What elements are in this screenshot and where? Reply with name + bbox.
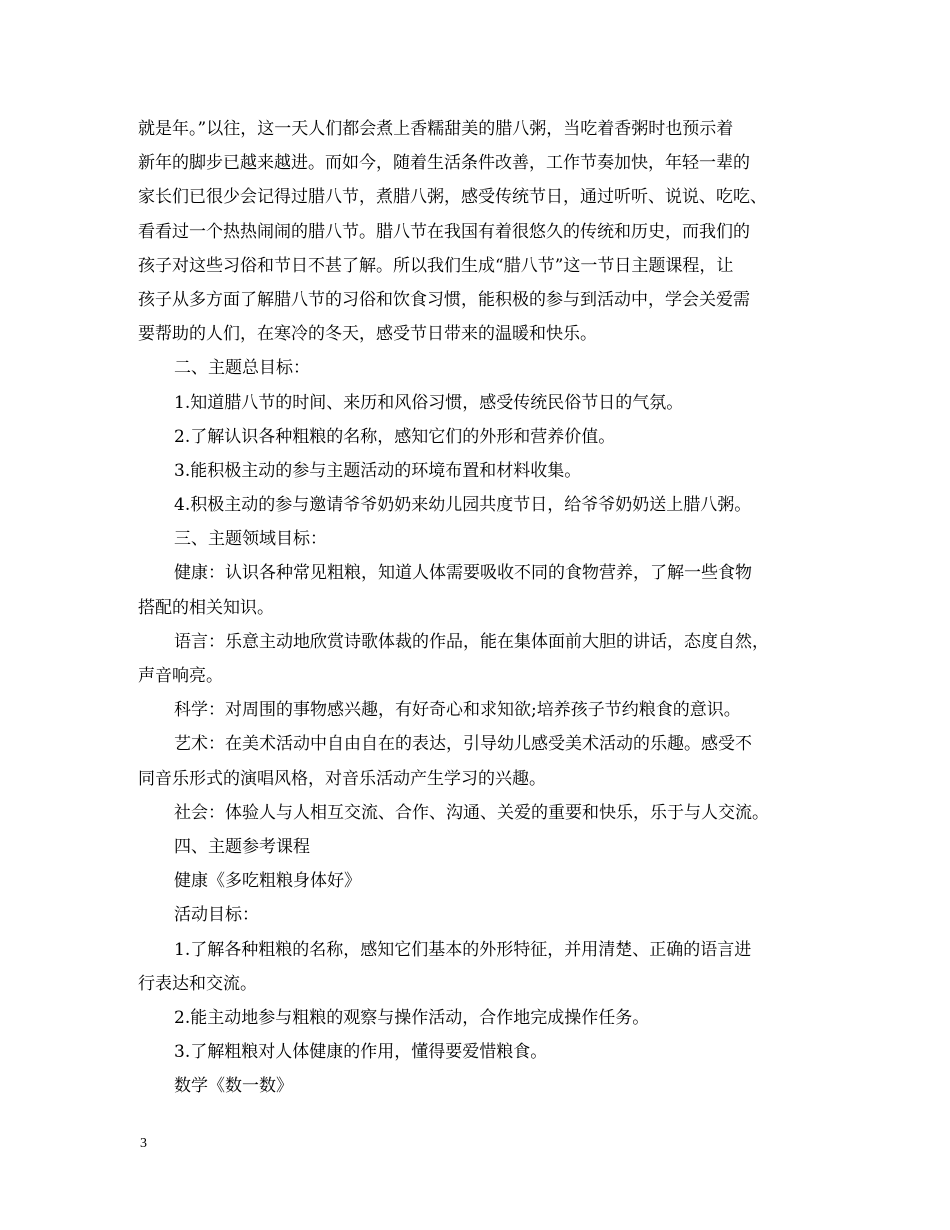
course-title: 数学《数一数》	[174, 1076, 293, 1097]
text-line: 艺术：在美术活动中自由自在的表达，引导幼儿感受美术活动的乐趣。感受不	[174, 734, 752, 755]
list-item: 2.能主动地参与粗粮的观察与操作活动，合作地完成操作任务。	[174, 1007, 650, 1028]
section-heading: 三、主题领域目标：	[174, 529, 327, 550]
text-line: 就是年。”以往，这一天人们都会煮上香糯甜美的腊八粥，当吃着香粥时也预示着	[138, 119, 734, 139]
list-item: 1.知道腊八节的时间、来历和风俗习惯，感受传统民俗节日的气氛。	[174, 392, 684, 413]
text-line: 社会：体验人与人相互交流、合作、沟通、关爱的重要和快乐，乐于与人交流。	[174, 802, 769, 823]
page-number: 3	[140, 1136, 147, 1151]
text-line: 孩子对这些习俗和节日不甚了解。所以我们生成“腊八节”这一节日主题课程，让	[138, 255, 734, 276]
list-item: 4.积极主动的参与邀请爷爷奶奶来幼儿园共度节日，给爷爷奶奶送上腊八粥。	[174, 495, 752, 516]
text-line: 搭配的相关知识。	[138, 597, 274, 618]
section-heading: 四、主题参考课程	[174, 836, 310, 857]
list-item: 2.了解认识各种粗粮的名称，感知它们的外形和营养价值。	[174, 426, 616, 447]
subheading: 活动目标：	[174, 905, 259, 926]
list-item: 1.了解各种粗粮的名称，感知它们基本的外形特征，并用清楚、正确的语言进	[174, 939, 752, 960]
course-title: 健康《多吃粗粮身体好》	[174, 871, 361, 892]
text-line: 语言：乐意主动地欣赏诗歌体裁的作品，能在集体面前大胆的讲话，态度自然，	[174, 631, 769, 652]
document-body	[138, 112, 828, 1103]
text-line: 同音乐形式的演唱风格，对音乐活动产生学习的兴趣。	[138, 768, 546, 789]
text-line: 孩子从多方面了解腊八节的习俗和饮食习惯，能积极的参与到活动中，学会关爱需	[138, 289, 750, 310]
text-line: 新年的脚步已越来越进。而如今，随着生活条件改善，工作节奏加快，年轻一辈的	[138, 153, 750, 174]
text-line: 科学：对周围的事物感兴趣，有好奇心和求知欲;培养孩子节约粮食的意识。	[174, 700, 741, 721]
text-line: 声音响亮。	[138, 666, 223, 686]
list-item: 3.能积极主动的参与主题活动的环境布置和材料收集。	[174, 460, 582, 481]
text-line: 行表达和交流。	[138, 973, 257, 994]
text-line: 要帮助的人们，在寒冷的冬天，感受节日带来的温暖和快乐。	[138, 324, 597, 345]
text-line: 家长们已很少会记得过腊八节，煮腊八粥，感受传统节日，通过听听、说说、吃吃、	[138, 187, 767, 208]
section-heading: 二、主题总目标：	[174, 358, 310, 379]
text-line: 健康：认识各种常见粗粮，知道人体需要吸收不同的食物营养，了解一些食物	[174, 563, 752, 584]
text-line: 看看过一个热热闹闹的腊八节。腊八节在我国有着很悠久的传统和历史，而我们的	[138, 221, 750, 242]
list-item: 3.了解粗粮对人体健康的作用，懂得要爱惜粮食。	[174, 1042, 548, 1063]
